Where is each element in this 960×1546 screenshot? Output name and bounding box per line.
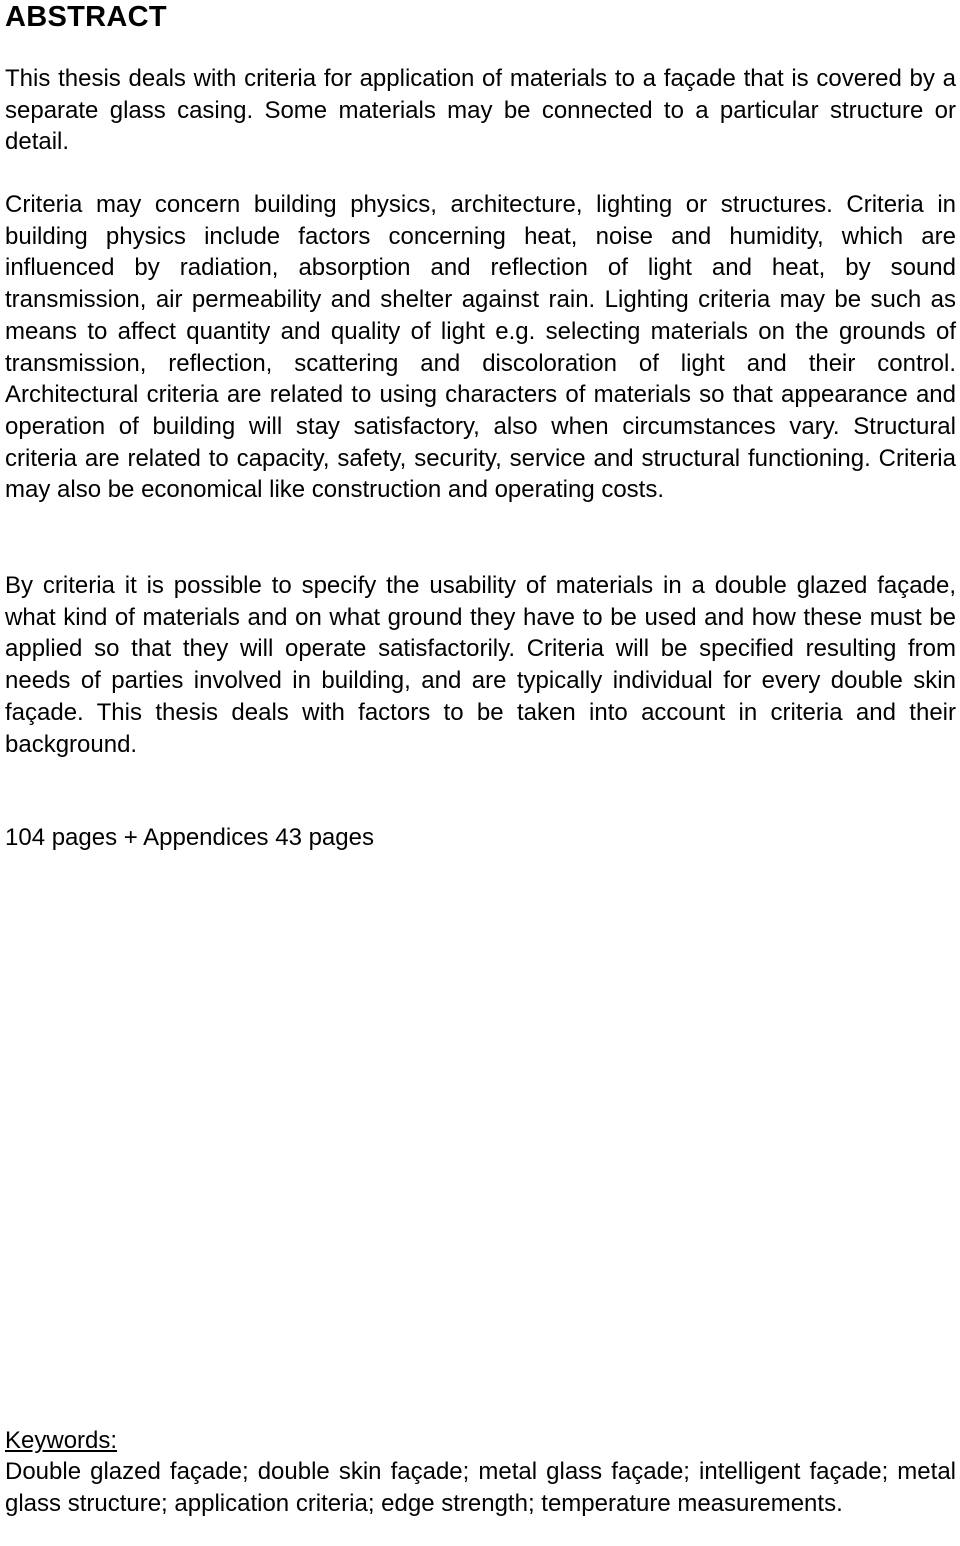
abstract-title: ABSTRACT: [5, 1, 167, 33]
page-count-note: 104 pages + Appendices 43 pages: [5, 824, 374, 851]
abstract-paragraph-3: By criteria it is possible to specify the usability of materials in a double glazed façade, what kind of materials and on what ground they have to be used and how these must be applied so that they will operate satisfactorily. Criteria will be specified resulting from needs of parties involved in building, and are typically individual for every double skin façade. This thesis deals with factors to be taken into account in criteria and their background.: [5, 572, 956, 758]
abstract-paragraph-2: Criteria may concern building physics, architecture, lighting or structures. Criteria in building physics include factors concerning heat, noise and humidity, which are influenced by radiation, absorption and reflection of light and heat, by sound transmission, air permeability and shelter against rain. Lighting criteria may be such as means to affect quantity and quality of light e.g. selecting materials on the grounds of transmission, reflection, scattering and discoloration of light and their control. Architectural criteria are related to using characters of materials so that appearance and operation of building will stay satisfactory, also when circumstances vary. Structural criteria are related to capacity, safety, security, service and structural functioning. Criteria may also be economical like construction and operating costs.: [5, 191, 956, 504]
keywords-label: Keywords:: [5, 1427, 118, 1454]
document-page: [5, 0, 956, 1546]
abstract-paragraph-1: This thesis deals with criteria for application of materials to a façade that is covered by a separate glass casing. Some materials may be connected to a particular structure or detail.: [5, 65, 956, 156]
keywords-list: Double glazed façade; double skin façade; metal glass façade; intelligent façade; metal glass structure; application criteria; edge strength; temperature measurements.: [5, 1458, 956, 1517]
